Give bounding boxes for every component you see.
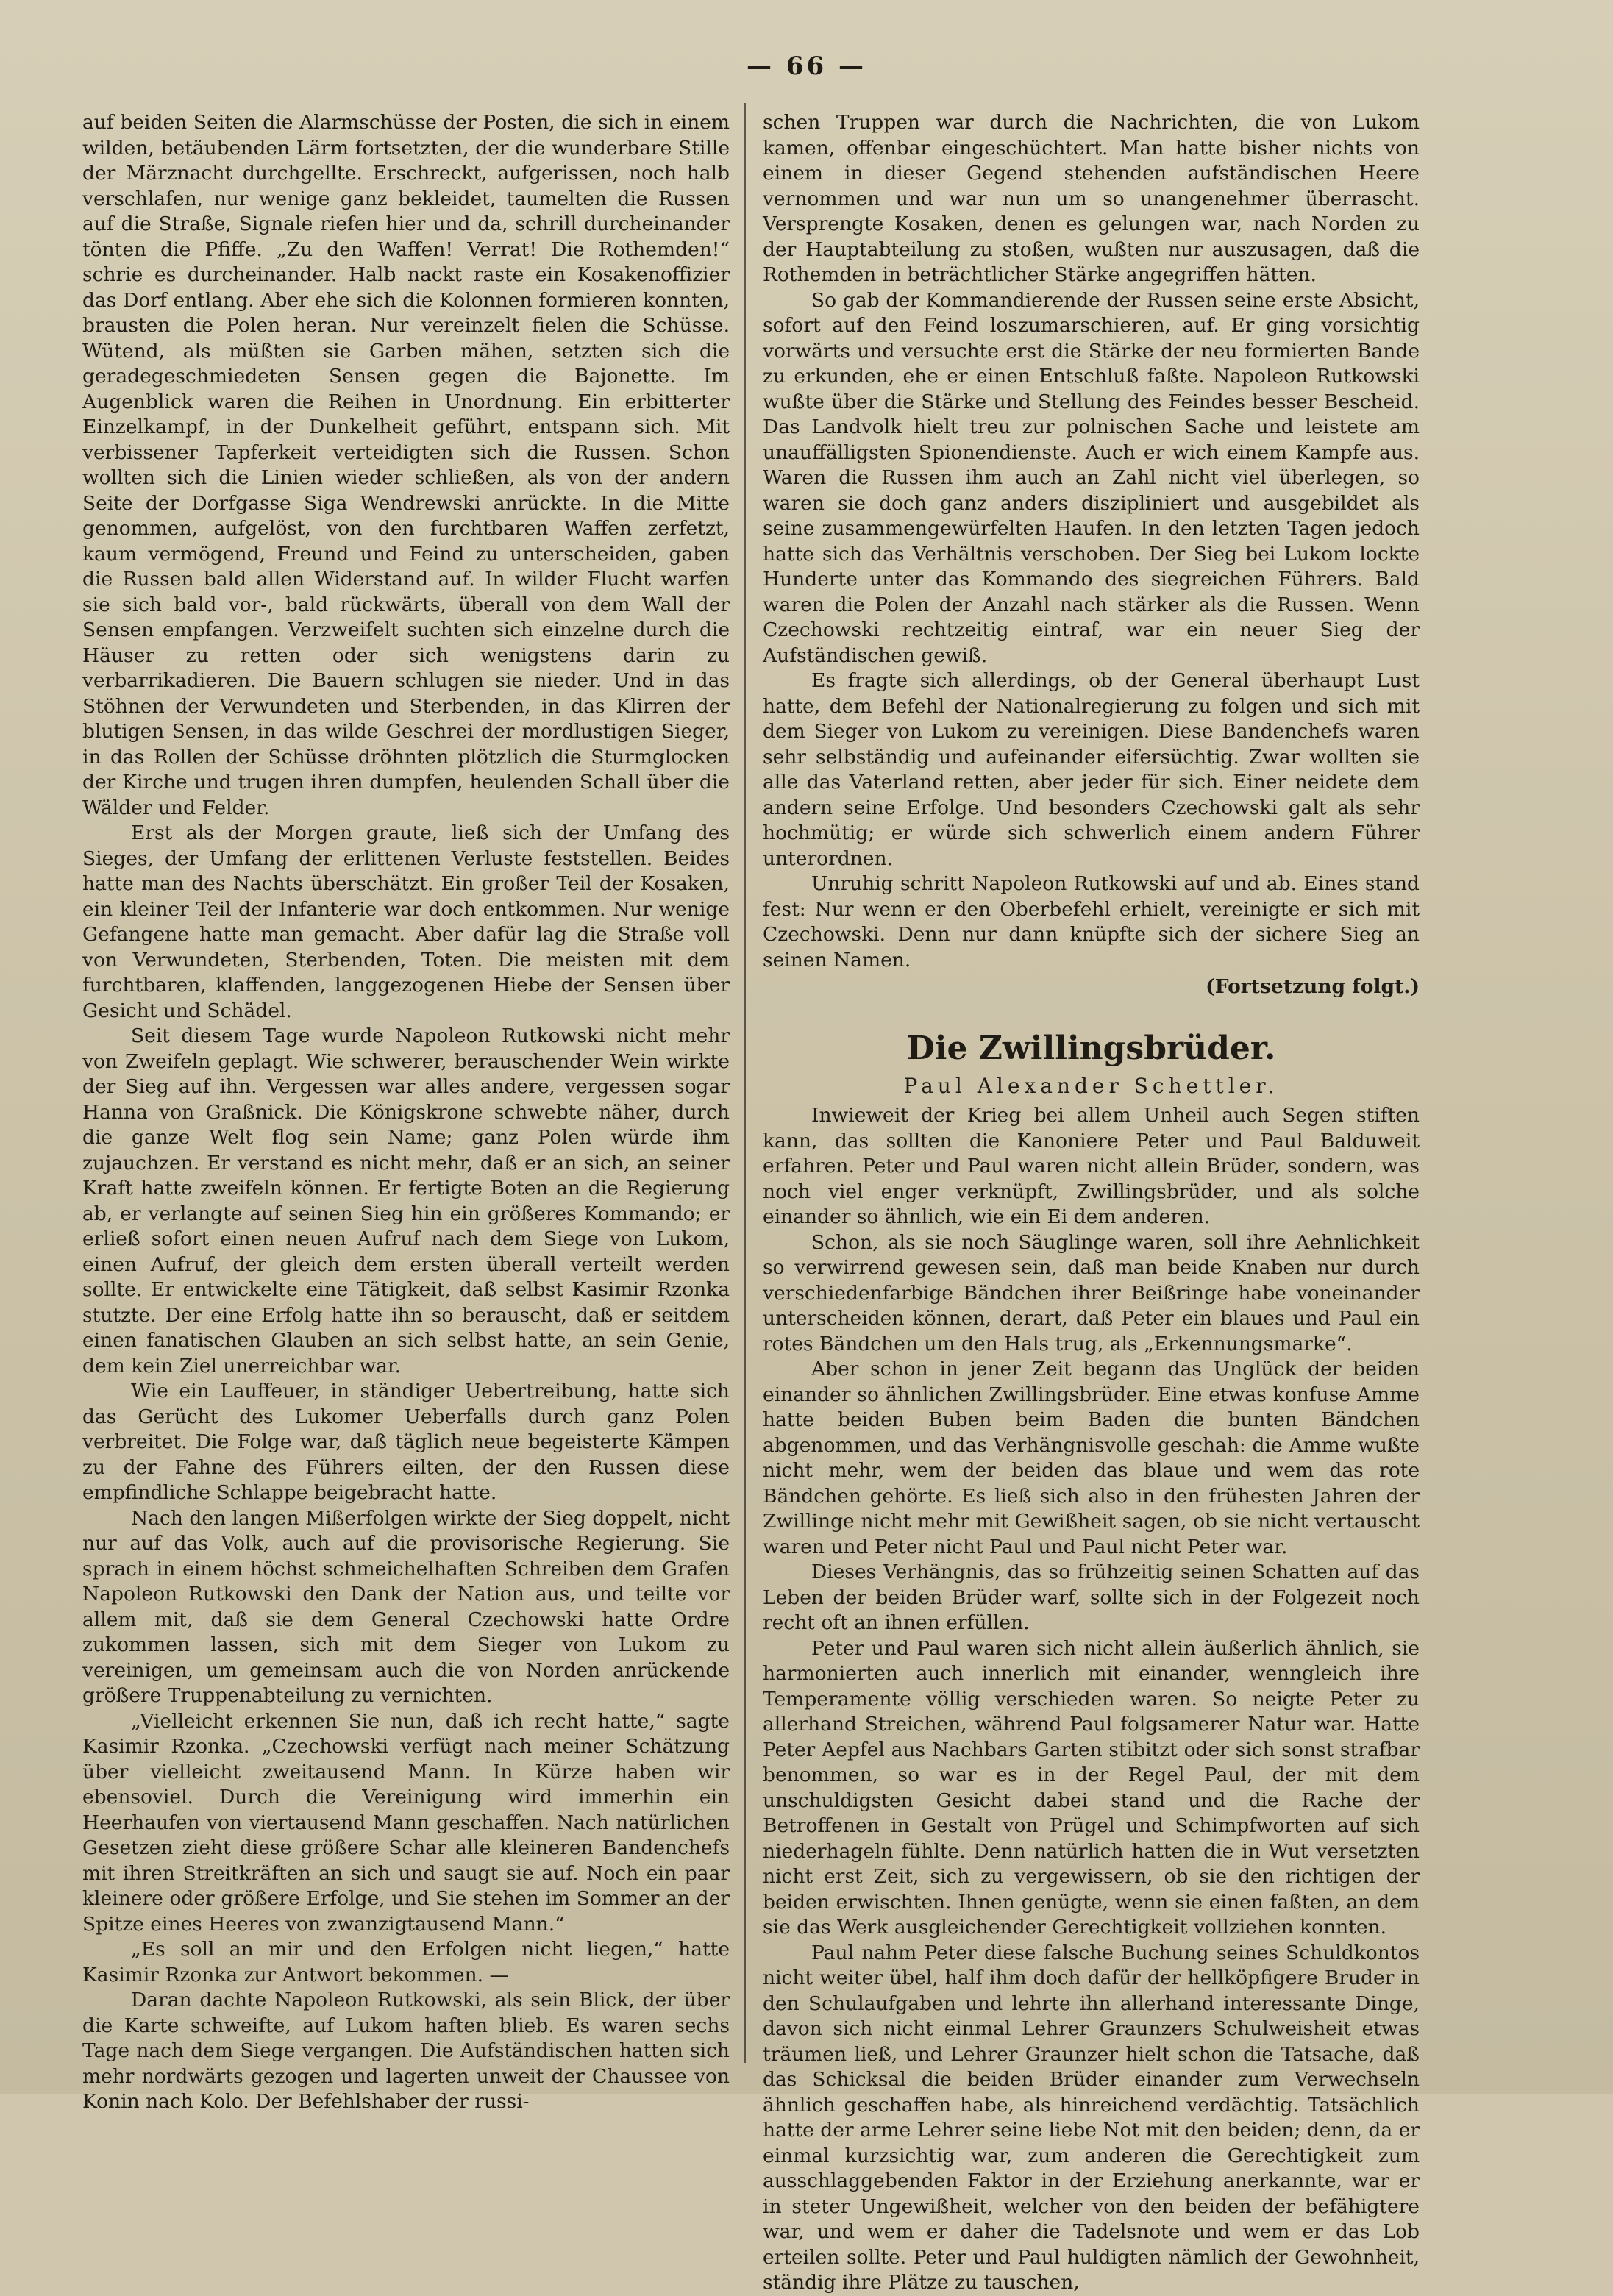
- paragraph: Peter und Paul waren sich nicht allein äußerlich ähnlich, sie harmonierten auch innerlich mit einander, wenngleich ihre Temperamente völlig verschieden waren. So neigte Peter zu allerhand Streichen, während Paul folgsamerer Natur war. Hatte Peter Aepfel aus Nachbars Garten stibitzt oder sich sonst strafbar benommen, so war es in der Regel Paul, der mit dem unschuldigsten Gesicht dabei stand und die Rache der Betroffenen in Gestalt von Prügel und Schimpfworten auf sich niederhageln fühlte. Denn natürlich hatten die in Wut versetzten nicht erst Zeit, sich zu vergewissern, ob sie den richtigen der beiden erwischten. Ihnen genügte, wenn sie einen faßten, an dem sie das Werk ausgleichender Gerechtigkeit vollziehen konnten.: [763, 1636, 1420, 1939]
- continuation-note: (Fortsetzung folgt.): [1206, 975, 1420, 998]
- page-number: — 66 —: [747, 51, 866, 81]
- paragraph: „Vielleicht erkennen Sie nun, daß ich recht hatte,“ sagte Kasimir Rzonka. „Czechowski verfügt nach meiner Schätzung über vielleicht zweitausend Mann. In Kürze haben wir ebensoviel. Durch die Vereinigung wird immerhin ein Heerhaufen von viertausend Mann geschaffen. Nach natürlichen Gesetzen zieht diese größere Schar alle kleineren Bandenchefs mit ihren Streitkräften an sich und saugt sie auf. Noch ein paar kleinere oder größere Erfolge, und Sie stehen im Sommer an der Spitze eines Heeres von zwanzigtausend Mann.“: [82, 1709, 730, 1936]
- paragraph: schen Truppen war durch die Nachrichten, die von Lukom kamen, offenbar eingeschüchtert. Man hatte bisher nichts von einem in dieser Gegend stehenden aufständischen Heere vernommen und war nun um so unangenehmer überrascht. Versprengte Kosaken, denen es gelungen war, nach Norden zu der Hauptabteilung zu stoßen, wußten nur auszusagen, daß die Rothemden in beträchtlicher Stärke angegriffen hätten.: [763, 111, 1420, 286]
- paragraph: Es fragte sich allerdings, ob der General überhaupt Lust hatte, dem Befehl der Nationalregierung zu folgen und sich mit dem Sieger von Lukom zu vereinigen. Diese Bandenchefs waren sehr selbständig und aufeinander eifersüchtig. Zwar wollten sie alle das Vaterland retten, aber jeder für sich. Einer neidete dem andern seine Erfolge. Und besonders Czechowski galt als sehr hochmütig; er würde sich schwerlich einem andern Führer unterordnen.: [763, 669, 1420, 870]
- paragraph: Seit diesem Tage wurde Napoleon Rutkowski nicht mehr von Zweifeln geplagt. Wie schwerer, berauschender Wein wirkte der Sieg auf ihn. Vergessen war alles andere, vergessen sogar Hanna von Graßnick. Die Königskrone schwebte näher, durch die ganze Welt flog sein Name; ganz Polen würde ihm zujauchzen. Er verstand es nicht mehr, daß er an sich, an seiner Kraft hatte zweifeln können. Er fertigte Boten an die Regierung ab, er verlangte auf seinen Sieg hin ein größeres Kommando; er erließ sofort einen neuen Aufruf nach dem Siege von Lukom, einen Aufruf, der gleich dem ersten überall verteilt werden sollte. Er entwickelte eine Tätigkeit, daß selbst Kasimir Rzonka stutzte. Der eine Erfolg hatte ihn so berauscht, daß er seitdem einen fanatischen Glauben an sich selbst hatte, an sein Genie, dem kein Ziel unerreichbar war.: [82, 1024, 730, 1377]
- paragraph: „Es soll an mir und den Erfolgen nicht liegen,“ hatte Kasimir Rzonka zur Antwort bekommen. —: [82, 1938, 730, 1986]
- paragraph: Wie ein Lauffeuer, in ständiger Uebertreibung, hatte sich das Gerücht des Lukomer Ueberfalls durch ganz Polen verbreitet. Die Folge war, daß täglich neue begeisterte Kämpen zu der Fahne des Führers eilten, der den Russen diese empfindliche Schlappe beigebracht hatte.: [82, 1380, 730, 1504]
- right-column: [763, 110, 1420, 2296]
- paragraph: auf beiden Seiten die Alarmschüsse der Posten, die sich in einem wilden, betäubenden Lärm fortsetzten, der die wunderbare Stille der Märznacht durchgellte. Erschreckt, aufgerissen, noch halb verschlafen, nur wenige ganz bekleidet, taumelten die Russen auf die Straße, Signale riefen hier und da, schrill durcheinander tönten die Pfiffe. „Zu den Waffen! Verrat! Die Rothemden!“ schrie es durcheinander. Halb nackt raste ein Kosakenoffizier das Dorf entlang. Aber ehe sich die Kolonnen formieren konnten, brausten die Polen heran. Nur vereinzelt fielen die Schüsse. Wütend, als müßten sie Garben mähen, setzten sich die geradegeschmiedeten Sensen gegen die Bajonette. Im Augenblick waren die Reihen in Unordnung. Ein erbitterter Einzelkampf, in der Dunkelheit geführt, entspann sich. Mit verbissener Tapferkeit verteidigten sich die Russen. Schon wollten sich die Linien wieder schließen, als von der andern Seite der Dorfgasse Siga Wendrewski anrückte. In die Mitte genommen, aufgelöst, von den furchtbaren Waffen zerfetzt, kaum vermögend, Freund und Feind zu unterscheiden, gaben die Russen bald allen Widerstand auf. In wilder Flucht warfen sie sich bald vor-, bald rückwärts, überall von dem Wall der Sensen empfangen. Verzweifelt suchten sich einzelne durch die Häuser zu retten oder sich wenigstens darin zu verbarrikadieren. Die Bauern schlugen sie nieder. Und in das Stöhnen der Verwundeten und Sterbenden, in das Klirren der blutigen Sensen, in das wilde Geschrei der mordlustigen Sieger, in das Rollen der Schüsse dröhnten plötzlich die Sturmglocken der Kirche und trugen ihren dumpfen, heulenden Schall über die Wälder und Felder.: [82, 111, 730, 819]
- paragraph: Inwieweit der Krieg bei allem Unheil auch Segen stiften kann, das sollten die Kanoniere Peter und Paul Balduweit erfahren. Peter und Paul waren nicht allein Brüder, sondern, was noch viel enger verknüpft, Zwillingsbrüder, und als solche einander so ähnlich, wie ein Ei dem anderen.: [763, 1104, 1420, 1228]
- paragraph: Schon, als sie noch Säuglinge waren, soll ihre Aehnlichkeit so verwirrend gewesen sein, daß man beide Knaben nur durch verschiedenfarbige Bändchen ihrer Beißringe habe voneinander unterscheiden können, derart, daß Peter ein blaues und Paul ein rotes Bändchen um den Hals trug, als „Erkennungsmarke“.: [763, 1230, 1420, 1355]
- paragraph: Paul nahm Peter diese falsche Buchung seines Schuldkontos nicht weiter übel, half ihm doch dafür der hellköpfigere Bruder in den Schulaufgaben und lehrte ihn allerhand interessante Dinge, davon sich nicht einmal Lehrer Graunzers Schulweisheit etwas träumen ließ, und Lehrer Graunzer hielt schon die Tatsache, daß das Schicksal die beiden Brüder einander zum Verwechseln ähnlich geschaffen habe, als hinreichend verdächtig. Tatsächlich hatte der arme Lehrer seine liebe Not mit den beiden; denn, da er einmal kurzsichtig war, zum anderen die Gerechtigkeit zum ausschlaggebenden Faktor in der Erziehung anerkannte, war er in steter Ungewißheit, welcher von den beiden der befähigtere war, und wem er daher die Tadelsnote und wem er das Lob erteilen sollte. Peter und Paul huldigten nämlich der Gewohnheit, ständig ihre Plätze zu tauschen,: [763, 1941, 1420, 2294]
- paragraph: Erst als der Morgen graute, ließ sich der Umfang des Sieges, der Umfang der erlittenen Verluste feststellen. Beides hatte man des Nachts überschätzt. Ein großer Teil der Kosaken, ein kleiner Teil der Infanterie war doch entkommen. Nur wenige Gefangene hatte man gemacht. Aber dafür lag die Straße voll von Verwundeten, Sterbenden, Toten. Die meisten mit dem furchtbaren, klaffenden, langgezogenen Hiebe der Sensen über Gesicht und Schädel.: [82, 821, 730, 1022]
- paragraph: Daran dachte Napoleon Rutkowski, als sein Blick, der über die Karte schweifte, auf Lukom haften blieb. Es waren sechs Tage nach dem Siege vergangen. Die Aufständischen hatten sich mehr nordwärts gezogen und lagerten unweit der Chaussee von Konin nach Kolo. Der Befehlshaber der russi-: [82, 1989, 730, 2113]
- paragraph: So gab der Kommandierende der Russen seine erste Absicht, sofort auf den Feind loszumarschieren, auf. Er ging vorsichtig vorwärts und versuchte erst die Stärke der neu formierten Bande zu erkunden, ehe er einen Entschluß faßte. Napoleon Rutkowski wußte über die Stärke und Stellung des Feindes besser Bescheid. Das Landvolk hielt treu zur polnischen Sache und leistete am unauffälligsten Spionendienste. Auch er wich einem Kampfe aus. Waren die Russen ihm auch an Zahl nicht viel überlegen, so waren sie doch ganz anders diszipliniert und ausgebildet als seine zusammengewürfelten Haufen. In den letzten Tagen jedoch hatte sich das Verhältnis verschoben. Der Sieg bei Lukom lockte Hunderte unter das Kommando des siegreichen Führers. Bald waren die Polen der Anzahl nach stärker als die Russen. Wenn Czechowski rechtzeitig eintraf, war ein neuer Sieg der Aufständischen gewiß.: [763, 288, 1420, 667]
- paragraph: Nach den langen Mißerfolgen wirkte der Sieg doppelt, nicht nur auf das Volk, auch auf die provisorische Regierung. Sie sprach in einem höchst schmeichelhaften Schreiben dem Grafen Napoleon Rutkowski den Dank der Nation aus, und teilte vor allem mit, daß sie dem General Czechowski hatte Ordre zukommen lassen, sich mit dem Sieger von Lukom zu vereinigen, um gemeinsam auch die von Norden anrückende größere Truppenabteilung zu vernichten.: [82, 1506, 730, 1707]
- column-divider: [744, 103, 746, 2063]
- left-column: [82, 110, 730, 2115]
- story-title: Die Zwillingsbrüder.: [906, 1029, 1276, 1067]
- paragraph: Dieses Verhängnis, das so frühzeitig seinen Schatten auf das Leben der beiden Brüder warf, sollte sich in der Folgezeit noch recht oft an ihnen erfüllen.: [763, 1561, 1420, 1634]
- paragraph: Aber schon in jener Zeit begann das Unglück der beiden einander so ähnlichen Zwillingsbrüder. Eine etwas konfuse Amme hatte beiden Buben beim Baden die bunten Bändchen abgenommen, und das Verhängnisvolle geschah: die Amme wußte nicht mehr, wem der beiden das blaue und wem das rote Bändchen gehörte. Es ließ sich also in den frühesten Jahren der Zwillinge nicht mehr mit Gewißheit sagen, ob sie nicht vertauscht waren und Peter nicht Paul und Paul nicht Peter war.: [763, 1358, 1420, 1558]
- paragraph: Unruhig schritt Napoleon Rutkowski auf und ab. Eines stand fest: Nur wenn er den Oberbefehl erhielt, vereinigte er sich mit Czechowski. Denn nur dann knüpfte sich der sichere Sieg an seinen Namen.: [763, 872, 1420, 971]
- story-author: Paul Alexander Schettler.: [903, 1073, 1279, 1098]
